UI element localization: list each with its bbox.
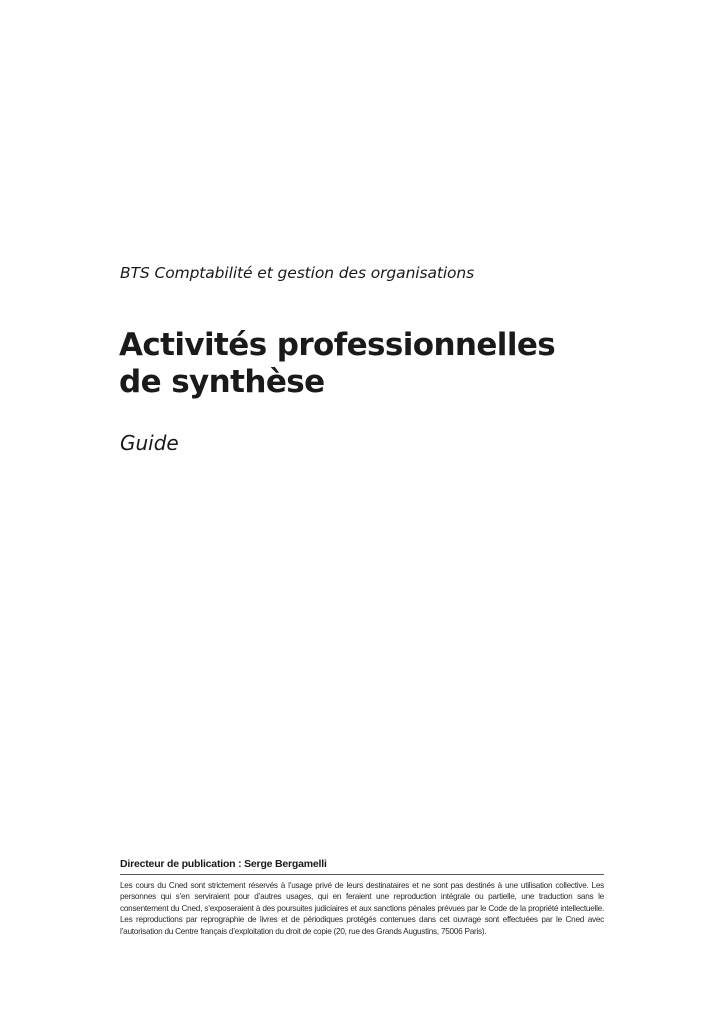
document-title: [119, 327, 639, 401]
legal-notice: Les cours du Cned sont strictement réservés à l’usage privé de leurs destinataires et ne sont pas destinés à une utilisation collective. Les personnes qui s’en serviraient pour d’autres usages, qui en feraient une reproduction intégrale ou partielle, une traduction sans le consentement du Cned, s’exposeraient à des poursuites judiciaires et aux sanctions pénales prévues par le Code de la propriété intellectuelle. Les reproductions par reprographie de livres et de périodiques protégés contenues dans cet ouvrage sont effectuées par le Cned avec l’autorisation du Centre français d’exploitation du droit de copie (20, rue des Grands Augustins, 75006 Paris).: [120, 881, 604, 936]
publication-director: Directeur de publication : Serge Bergamelli: [120, 858, 327, 870]
footer: [120, 858, 604, 937]
document-title-line-2: de synthèse: [119, 364, 325, 400]
document-title-line-1: Activités professionnelles: [119, 327, 556, 363]
footer-divider: [120, 874, 604, 875]
series-label: BTS Comptabilité et gestion des organisations: [120, 264, 475, 282]
document-subtitle: Guide: [120, 431, 179, 455]
